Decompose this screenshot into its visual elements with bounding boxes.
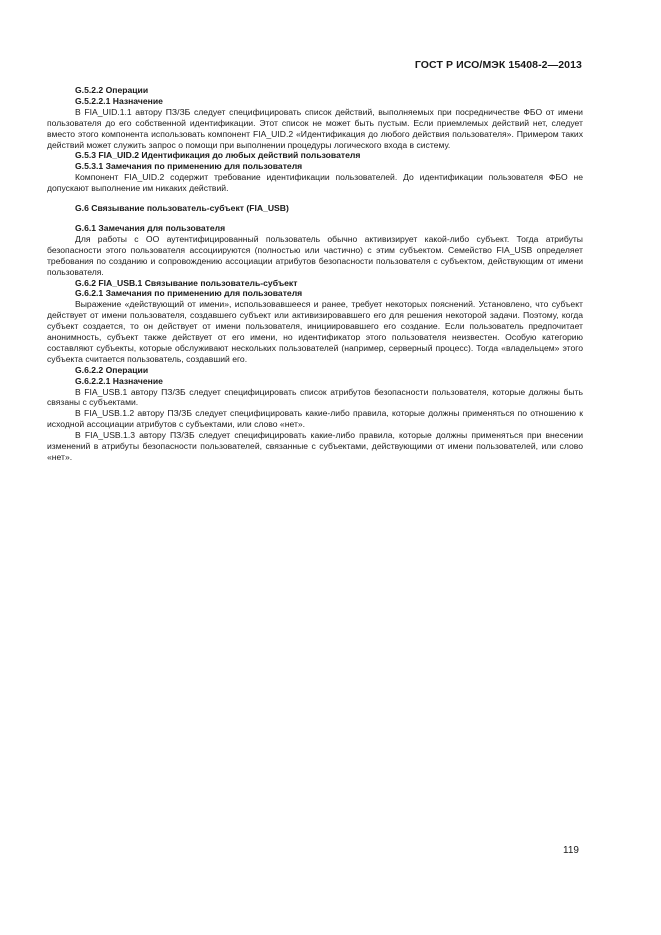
paragraph: В FIA_USB.1.2 автору ПЗ/ЗБ следует специфицировать какие-либо правила, которые должны применяться по отношению к исходной ассоциации атрибутов с субъектами, или слово «нет». xyxy=(47,408,583,430)
page-number: 119 xyxy=(563,845,579,856)
section-heading: G.5.2.2 Операции xyxy=(75,85,149,95)
section-heading: G.6.2.2.1 Назначение xyxy=(75,375,163,386)
section-heading: G.6.2.1 Замечания по применению для пользователя xyxy=(75,288,303,299)
paragraph: Для работы с ОО аутентифицированный пользователь обычно активизирует какой-либо субъект. Тогда атрибуты безопасности этого пользователя ассоциируются (полностью или частично) с этим субъектом. Семейство FIA_USB определяет требования по созданию и сопровождению ассоциации атрибутов безопасности пользователя с субъектом, действующим от имени пользователя. xyxy=(47,233,583,277)
section-heading: G.5.3 FIA_UID.2 Идентификация до любых действий пользователя xyxy=(75,150,361,161)
paragraph: В FIA_USB.1.3 автору ПЗ/ЗБ следует специфицировать какие-либо правила, которые должны применяться при внесении изменений в атрибуты безопасности пользователей, связанные с субъектами, действующими от имени пользователей, или слово «нет». xyxy=(47,430,583,462)
section-heading: G.6.1 Замечания для пользователя xyxy=(75,222,226,233)
document-header: ГОСТ Р ИСО/МЭК 15408-2—2013 xyxy=(414,59,582,71)
section-heading: G.6.2 FIA_USB.1 Связывание пользователь-субъект xyxy=(75,277,298,288)
section-heading: G.5.3.1 Замечания по применению для пользователя xyxy=(75,161,303,172)
section-heading: G.6.2.2 Операции xyxy=(75,364,149,375)
paragraph: В FIA_USB.1 автору ПЗ/ЗБ следует специфицировать список атрибутов безопасности пользователя, которые должны быть связаны с субъектами. xyxy=(47,386,583,408)
page-body xyxy=(47,85,583,463)
section-heading: G.6 Связывание пользователь-субъект (FIA_USB) xyxy=(75,203,289,214)
paragraph: Компонент FIA_UID.2 содержит требование идентификации пользователей. До идентификации пользователя ФБО не допускают выполнение им никаких действий. xyxy=(47,172,583,194)
section-heading: G.5.2.2.1 Назначение xyxy=(75,95,163,106)
paragraph: В FIA_UID.1.1 автору ПЗ/ЗБ следует специфицировать список действий, выполняемых при посредничестве ФБО от имени пользователя до его собственной идентификации. Этот список не может быть пустым. Если приемлемых действий нет, следует вместо этого компонента использовать компонент FIA_UID.2 «Идентификация до любого действия пользователя». Примером таких действий может служить запрос о помощи при выполнении процедуры логического входа в систему. xyxy=(47,106,583,150)
paragraph: Выражение «действующий от имени», использовавшееся и ранее, требует некоторых пояснений. Установлено, что субъект действует от имени пользователя, создавшего субъект или активизировавшего его для решения некоторой задачи. Поэтому, когда субъект создается, то он действует от имени пользователя, инициировавшего его создание. Если пользователь предпочитает анонимность, субъект также действует от его имени, но идентификатор этого пользователя неизвестен. Особую категорию составляют субъекты, которые обслуживают нескольких пользователей (например, серверный процесс). Тогда «владельцем» этого субъекта считается пользователь, создавший его. xyxy=(47,299,583,364)
